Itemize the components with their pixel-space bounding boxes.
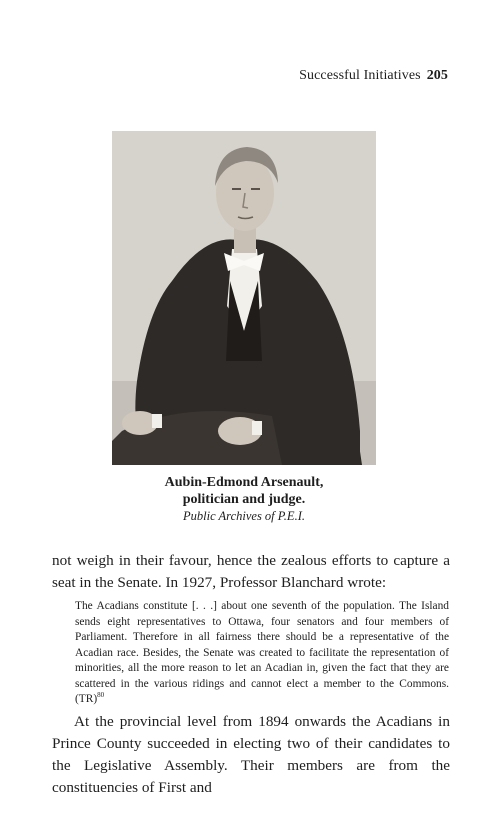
body-paragraph-2: At the provincial level from 1894 onwards the Acadians in Prince County succeeded in electing two of their candidates to the Legislative Assembly. Their members are from the constituencies of First and	[52, 713, 450, 796]
running-head	[299, 68, 448, 84]
body-paragraph-1: not weigh in their favour, hence the zealous efforts to capture a seat in the Senate. In 1927, Professor Blanchard wrote:	[52, 552, 450, 591]
portrait-photo	[112, 131, 376, 465]
page-number: 205	[426, 68, 448, 83]
block-quote	[75, 599, 449, 708]
caption-name: Aubin-Edmond Arsenault,	[164, 475, 324, 490]
portrait-illustration	[112, 131, 376, 465]
caption-credit: Public Archives of P.E.I.	[183, 509, 305, 523]
quote-text: The Acadians constitute [. . .] about one seventh of the population. The Island sends eight representatives to Ottawa, four senators and four members of Parliament. Therefore in all fairness there should be a representative of the Acadian race. Besides, the Senate was created to facilitate the representation of minorities, all the more reason to let an Acadian in, given the fact that they are scattered in the various ridings and cannot elect a member to the Commons. (TR)	[75, 600, 449, 705]
caption-role: politician and judge.	[182, 492, 306, 507]
figure-caption	[112, 474, 376, 525]
footnote-reference: 80	[97, 691, 105, 700]
running-title: Successful Initiatives	[299, 68, 421, 83]
